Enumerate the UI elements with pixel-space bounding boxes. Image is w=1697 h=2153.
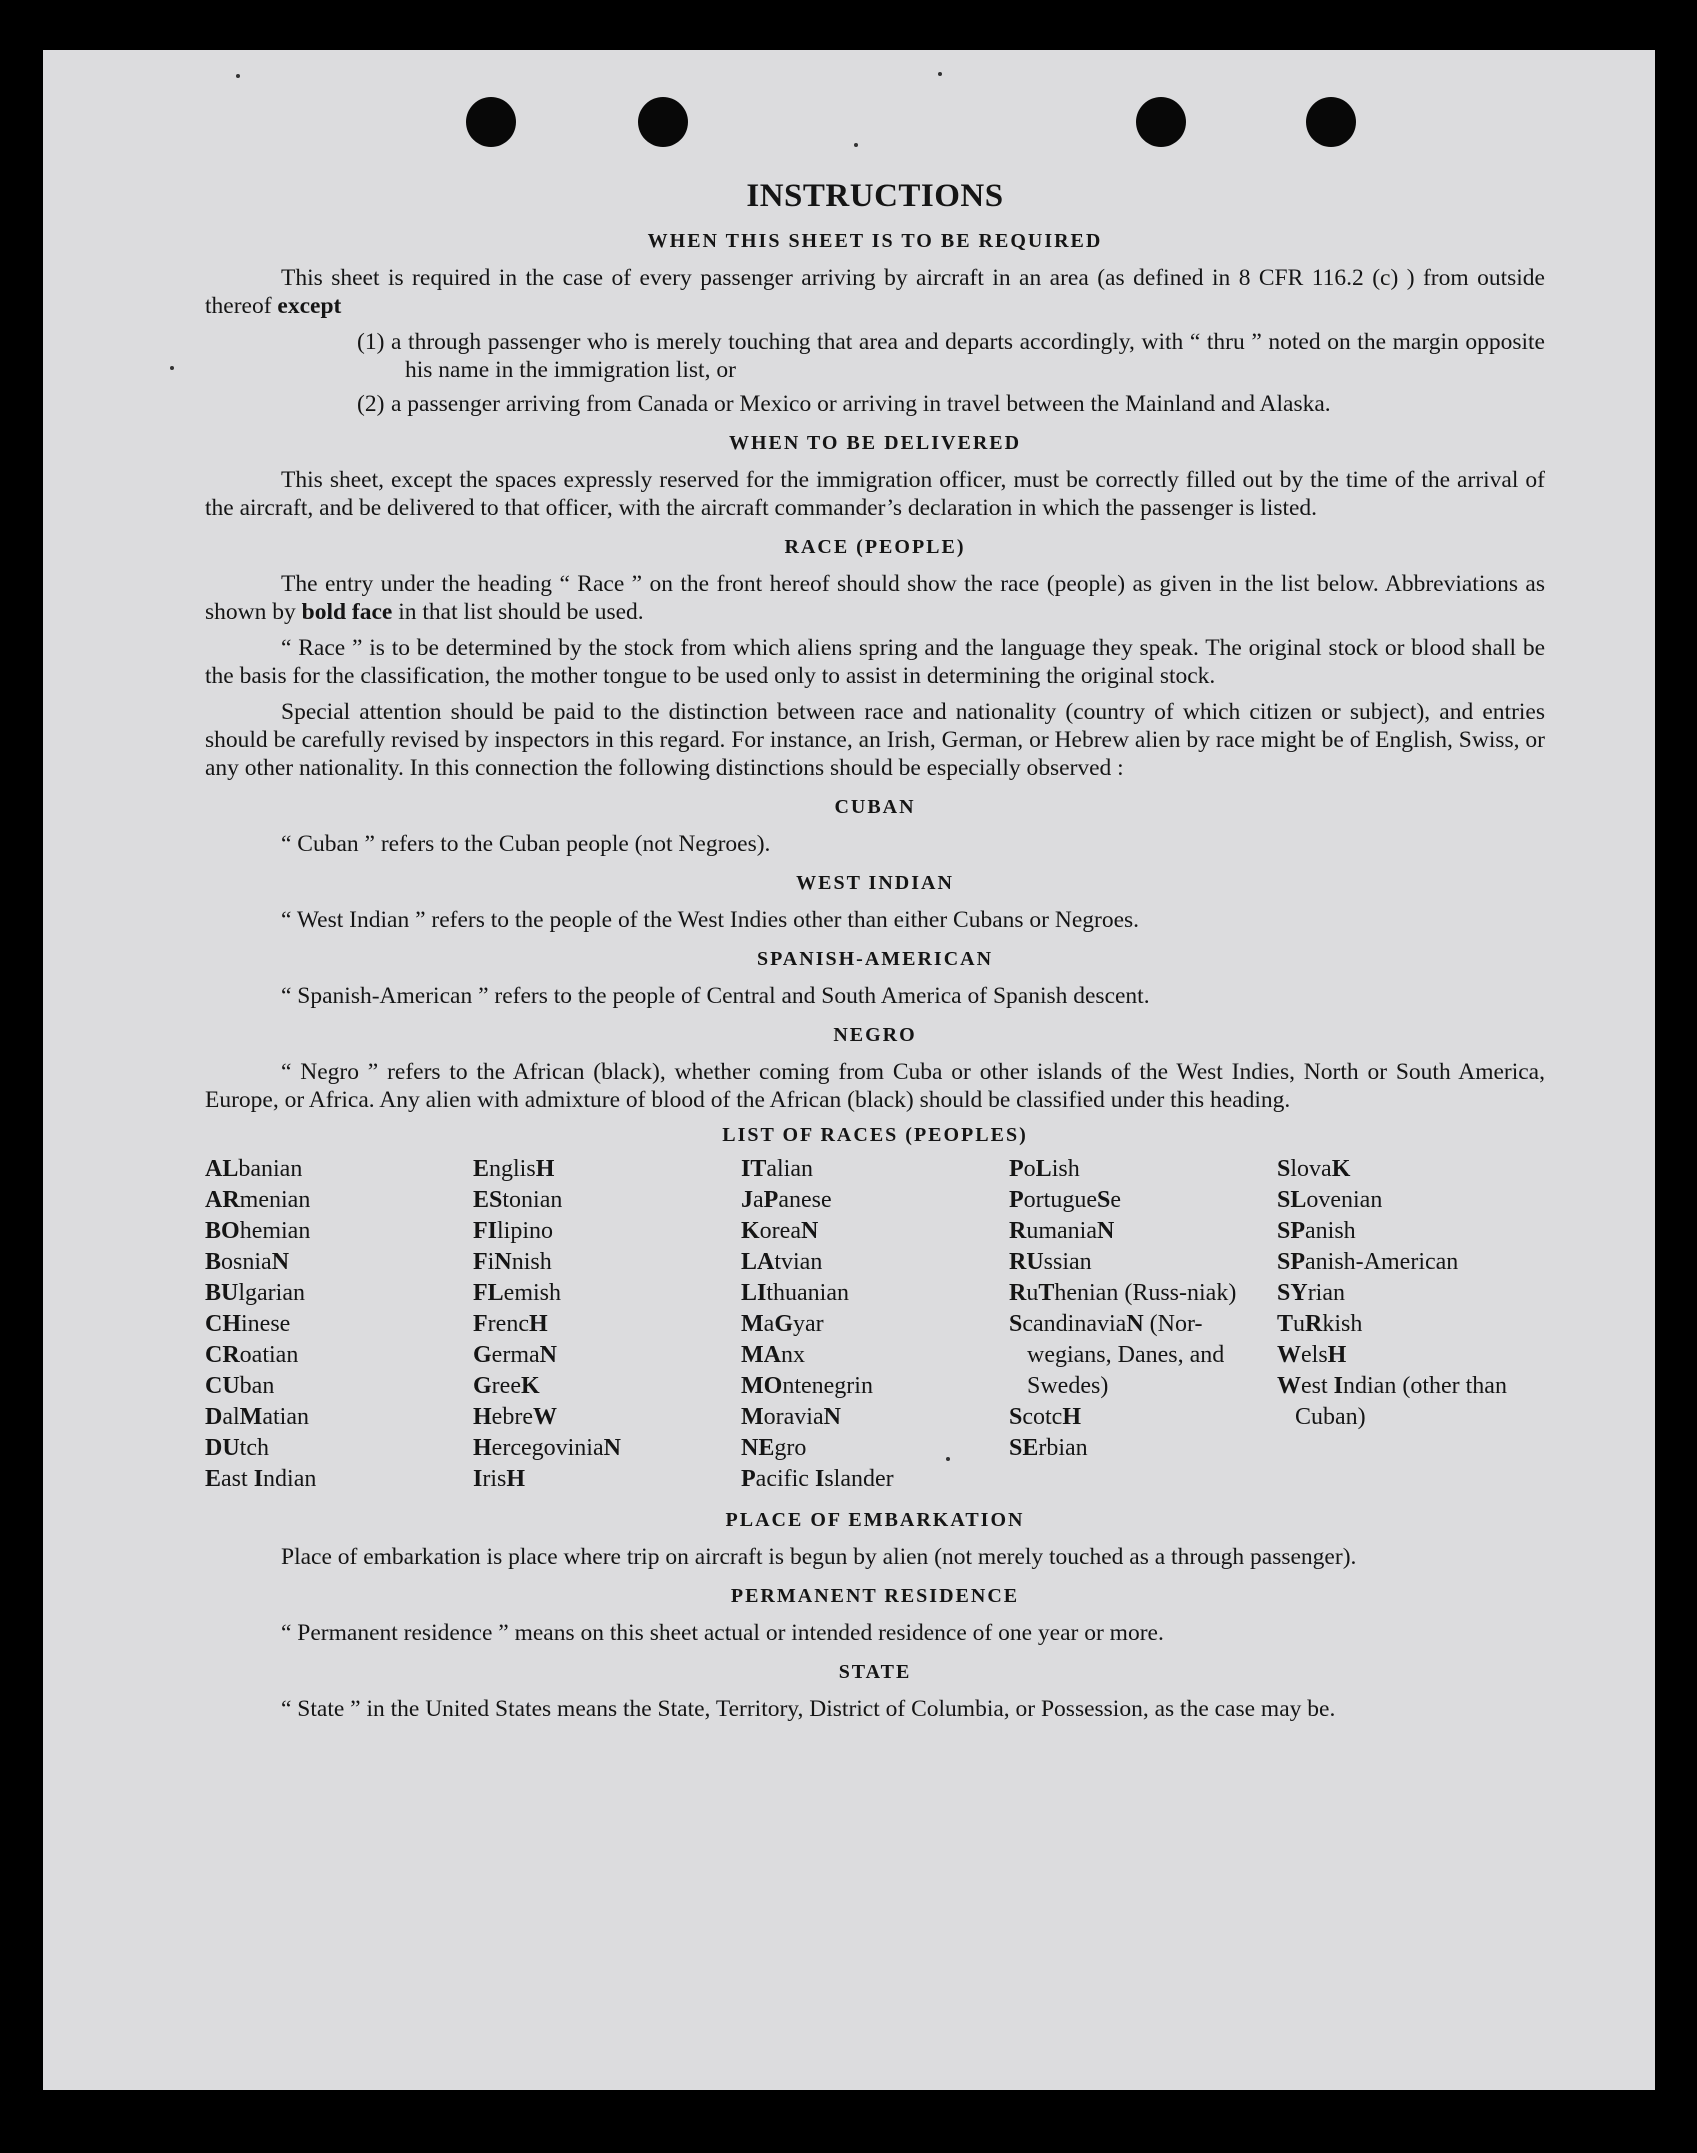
race-entry: RuThenian (Russ-niak) bbox=[1009, 1280, 1237, 1306]
race-entry: SPanish bbox=[1277, 1218, 1356, 1244]
heading-when-delivered: WHEN TO BE DELIVERED bbox=[728, 432, 1022, 454]
exception-number: (1) bbox=[357, 329, 385, 355]
race-entry: SLovenian bbox=[1277, 1187, 1383, 1213]
heading-race: RACE (PEOPLE) bbox=[784, 536, 966, 558]
exception-number: (2) bbox=[357, 391, 385, 417]
race-entry: SPanish-American bbox=[1277, 1249, 1459, 1275]
race-entry: NEgro bbox=[741, 1435, 807, 1461]
race-entry: CHinese bbox=[205, 1311, 291, 1337]
cuban-text: “ Cuban ” refers to the Cuban people (not Negroes). bbox=[281, 831, 771, 857]
heading-west-indian: WEST INDIAN bbox=[796, 872, 954, 894]
race-entry: ScandinaviaN (Nor-wegians, Danes, and Swedes) bbox=[1009, 1311, 1225, 1399]
west-indian-text: “ West Indian ” refers to the people of the West Indies other than either Cubans or Negroes. bbox=[281, 907, 1140, 933]
race-entry: West Indian (other than Cuban) bbox=[1277, 1373, 1507, 1430]
race-entry: CRoatian bbox=[205, 1342, 299, 1368]
punch-hole bbox=[1136, 97, 1186, 147]
race-entry: HebreW bbox=[473, 1404, 557, 1430]
instructions-content bbox=[205, 176, 1545, 1731]
race-entry: DUtch bbox=[205, 1435, 269, 1461]
race-entry: BOhemian bbox=[205, 1218, 311, 1244]
race-entry: BosniaN bbox=[205, 1249, 290, 1275]
races-column bbox=[1009, 1154, 1277, 1495]
race-entry: GermaN bbox=[473, 1342, 557, 1368]
paper-speck bbox=[938, 72, 942, 76]
races-column bbox=[1277, 1154, 1545, 1495]
exception-item bbox=[205, 328, 1545, 384]
race-entry: RUssian bbox=[1009, 1249, 1092, 1275]
embarkation-text: Place of embarkation is place where trip on aircraft is begun by alien (not merely touched as a through passenger). bbox=[281, 1544, 1357, 1570]
heading-state: STATE bbox=[838, 1661, 912, 1683]
heading-cuban: CUBAN bbox=[834, 796, 916, 818]
race-entry: ALbanian bbox=[205, 1156, 303, 1182]
residence-text: “ Permanent residence ” means on this sheet actual or intended residence of one year or more. bbox=[281, 1620, 1164, 1646]
heading-residence: PERMANENT RESIDENCE bbox=[730, 1585, 1020, 1607]
heading-when-required: WHEN THIS SHEET IS TO BE REQUIRED bbox=[647, 230, 1103, 252]
race-entry: EStonian bbox=[473, 1187, 563, 1213]
race-entry: LAtvian bbox=[741, 1249, 823, 1275]
punch-hole bbox=[638, 97, 688, 147]
exception-text: a passenger arriving from Canada or Mexico or arriving in travel between the Mainland and Alaska. bbox=[391, 391, 1331, 417]
punch-hole bbox=[1306, 97, 1356, 147]
races-column bbox=[473, 1154, 741, 1495]
race-entry: CUban bbox=[205, 1373, 275, 1399]
race-entry: Pacific Islander bbox=[741, 1466, 894, 1492]
paper-speck bbox=[236, 74, 240, 78]
race-entry: ARmenian bbox=[205, 1187, 311, 1213]
when-required-intro: This sheet is required in the case of every passenger arriving by aircraft in an area (as defined in 8 CFR 116.2 (c) ) from outside thereof except bbox=[205, 265, 1545, 319]
exception-text: a through passenger who is merely touching that area and departs accordingly, with “ thru ” noted on the margin opposite his name in the immigration list, or bbox=[391, 329, 1545, 383]
races-list bbox=[205, 1154, 1545, 1495]
race-entry: WelsH bbox=[1277, 1342, 1347, 1368]
race-entry: FiNnish bbox=[473, 1249, 552, 1275]
race-entry: IrisH bbox=[473, 1466, 526, 1492]
races-column bbox=[205, 1154, 473, 1495]
race-entry: KoreaN bbox=[741, 1218, 819, 1244]
race-entry: TuRkish bbox=[1277, 1311, 1363, 1337]
page-title: INSTRUCTIONS bbox=[746, 178, 1004, 214]
heading-spanish-american: SPANISH-AMERICAN bbox=[756, 948, 994, 970]
race-entry: MoraviaN bbox=[741, 1404, 841, 1430]
state-text: “ State ” in the United States means the State, Territory, District of Columbia, or Possession, as the case may be. bbox=[281, 1696, 1336, 1722]
heading-embarkation: PLACE OF EMBARKATION bbox=[725, 1509, 1025, 1531]
race-entry: FLemish bbox=[473, 1280, 561, 1306]
race-entry: DalMatian bbox=[205, 1404, 309, 1430]
race-paragraph-2: “ Race ” is to be determined by the stock from which aliens spring and the language they speak. The original stock or blood shall be the basis for the classification, the mother tongue to be used only to assist in determining the original stock. bbox=[205, 635, 1545, 689]
race-entry: MOntenegrin bbox=[741, 1373, 873, 1399]
exception-item bbox=[205, 390, 1545, 418]
race-entry: RumaniaN bbox=[1009, 1218, 1115, 1244]
document-sheet bbox=[43, 50, 1655, 2090]
negro-text: “ Negro ” refers to the African (black), whether coming from Cuba or other islands of the West Indies, North or South America, Europe, or Africa. Any alien with admixture of blood of the African (black) should be classified under this heading. bbox=[205, 1059, 1545, 1113]
race-entry: EnglisH bbox=[473, 1156, 555, 1182]
race-entry: HercegoviniaN bbox=[473, 1435, 621, 1461]
race-entry: SErbian bbox=[1009, 1435, 1088, 1461]
races-column bbox=[741, 1154, 1009, 1495]
paper-speck bbox=[854, 143, 858, 147]
punch-hole bbox=[466, 97, 516, 147]
race-entry: ScotcH bbox=[1009, 1404, 1082, 1430]
race-entry: GreeK bbox=[473, 1373, 540, 1399]
race-entry: MAnx bbox=[741, 1342, 805, 1368]
race-entry: JaPanese bbox=[741, 1187, 832, 1213]
race-entry: ITalian bbox=[741, 1156, 813, 1182]
spanish-american-text: “ Spanish-American ” refers to the people of Central and South America of Spanish descent. bbox=[281, 983, 1150, 1009]
race-entry: FIlipino bbox=[473, 1218, 554, 1244]
race-entry: MaGyar bbox=[741, 1311, 824, 1337]
paper-speck bbox=[170, 366, 174, 370]
race-entry: LIthuanian bbox=[741, 1280, 849, 1306]
race-entry: PortugueSe bbox=[1009, 1187, 1121, 1213]
when-delivered-text: This sheet, except the spaces expressly reserved for the immigration officer, must be correctly filled out by the time of the arrival of the aircraft, and be delivered to that officer, with the aircraft commander’s declaration in which the passenger is listed. bbox=[205, 467, 1545, 521]
heading-list-of-races: LIST OF RACES (PEOPLES) bbox=[722, 1124, 1028, 1146]
race-entry: BUlgarian bbox=[205, 1280, 305, 1306]
race-entry: SlovaK bbox=[1277, 1156, 1351, 1182]
race-entry: FrencH bbox=[473, 1311, 548, 1337]
race-paragraph-1: The entry under the heading “ Race ” on the front hereof should show the race (people) as given in the list below. Abbreviations as shown by bold face in that list should be used. bbox=[205, 571, 1545, 625]
race-paragraph-3: Special attention should be paid to the distinction between race and nationality (country of which citizen or subject), and entries should be carefully revised by inspectors in this regard. For instance, an Irish, German, or Hebrew alien by race might be of English, Swiss, or any other nationality. In this connection the following distinctions should be especially observed : bbox=[205, 699, 1545, 781]
heading-negro: NEGRO bbox=[833, 1024, 917, 1046]
race-entry: East Indian bbox=[205, 1466, 317, 1492]
race-entry: SYrian bbox=[1277, 1280, 1345, 1306]
race-entry: PoLish bbox=[1009, 1156, 1080, 1182]
